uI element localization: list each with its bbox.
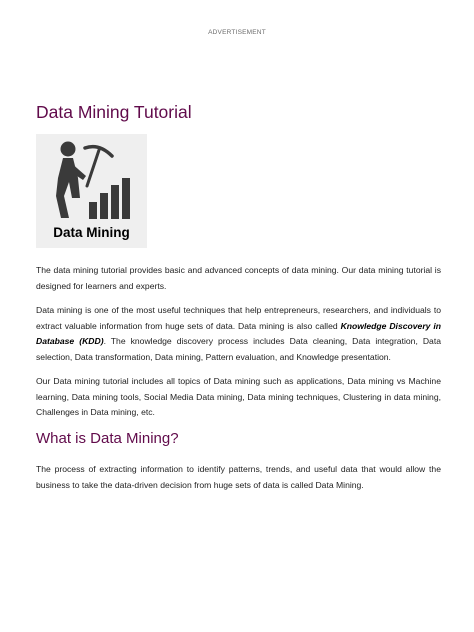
kdd-paragraph-text-a: Data mining is one of the most useful techniques that help entrepreneurs, researchers, and individuals to extract valuable information from huge sets of data. Data mining is also called [36, 305, 441, 331]
data-mining-illustration [36, 134, 147, 248]
kdd-paragraph [36, 303, 441, 365]
page-title: Data Mining Tutorial [36, 102, 192, 122]
section-heading: What is Data Mining? [36, 430, 179, 447]
advertisement-label: ADVERTISEMENT [208, 29, 266, 36]
kdd-paragraph-text-b: . The knowledge discovery process includes Data cleaning, Data integration, Data selection, Data transformation, Data mining, Pattern evaluation, and Knowledge presentation. [36, 336, 441, 362]
topics-paragraph: Our Data mining tutorial includes all topics of Data mining such as applications, Data mining vs Machine learning, Data mining tools, Social Media Data mining, Data mining techniques, Clustering in data mining, Challenges in Data mining, etc. [36, 376, 441, 418]
definition-paragraph: The process of extracting information to identify patterns, trends, and useful data that would allow the business to take the data-driven decision from huge sets of data is called Data Mining. [36, 464, 441, 490]
intro-paragraph: The data mining tutorial provides basic and advanced concepts of data mining. Our data mining tutorial is designed for learners and experts. [36, 265, 441, 291]
kdd-term: Knowledge Discovery in Database (KDD) [36, 320, 442, 347]
image-caption: Data Mining [53, 225, 130, 240]
